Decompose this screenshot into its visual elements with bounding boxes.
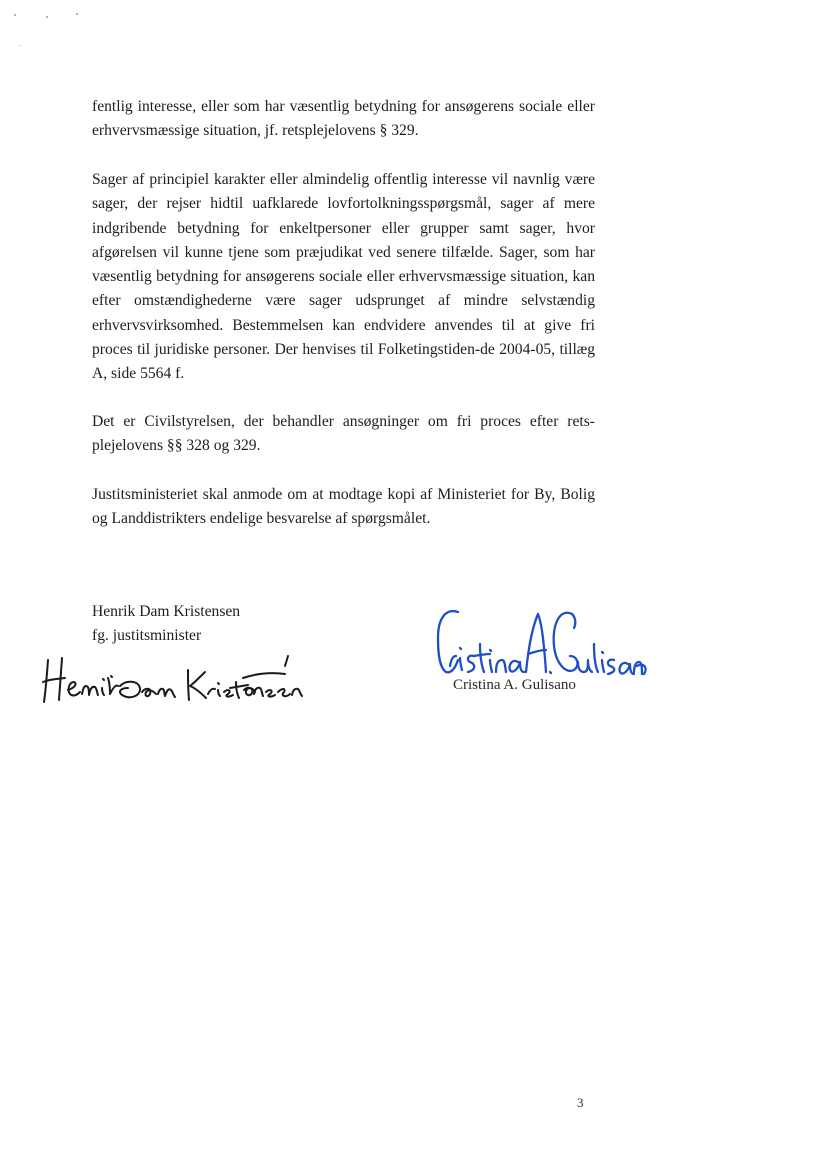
page-number: 3 <box>577 1095 584 1110</box>
signer2-name: Cristina A. Gulisano <box>453 677 576 693</box>
paragraph-4: Justitsministeriet skal anmode om at modtage kopi af Ministeriet for By, Bolig og Landdistrikters endelige besvarelse af spørgsmålet. <box>92 486 595 528</box>
handwritten-signature-cristina <box>432 604 642 682</box>
paragraph-1: fentlig interesse, eller som har væsentlig betydning for ansøgerens sociale eller erhvervsmæssige situation, jf. retsplejelovens § 329. <box>92 98 595 140</box>
scan-speck <box>14 14 16 16</box>
scan-speck <box>46 16 48 18</box>
paragraph-2: Sager af principiel karakter eller almindelig offentlig interesse vil navnlig være sager, der rejser hidtil uafklarede lovfortolkningsspørgsmål, sager af mere indgribende betydning for enkeltpersoner eller grupper samt sager, hvor afgørelsen vil kunne tjene som præjudikat ved senere tilfælde. Sager, som har væsentlig betydning for ansøgerens sociale eller erhvervsmæssige situation, kan efter omstændighederne være sager udsprunget af mindre selvstændig erhvervsvirksomhed. Bestemmelsen kan endvidere anvendes til at give fri proces til juridiske personer. Der henvises til Folketingstiden-de 2004-05, tillæg A, side 5564 f. <box>92 171 595 383</box>
paragraph-3: Det er Civilstyrelsen, der behandler ansøgninger om fri proces efter rets-plejelovens §§ 328 og 329. <box>92 413 595 455</box>
scan-speck <box>19 45 20 46</box>
handwritten-signature-henrik <box>40 648 310 710</box>
signer1-title: fg. justitsminister <box>92 627 202 644</box>
signer1-name: Henrik Dam Kristensen <box>92 603 241 620</box>
scan-speck <box>76 13 78 15</box>
